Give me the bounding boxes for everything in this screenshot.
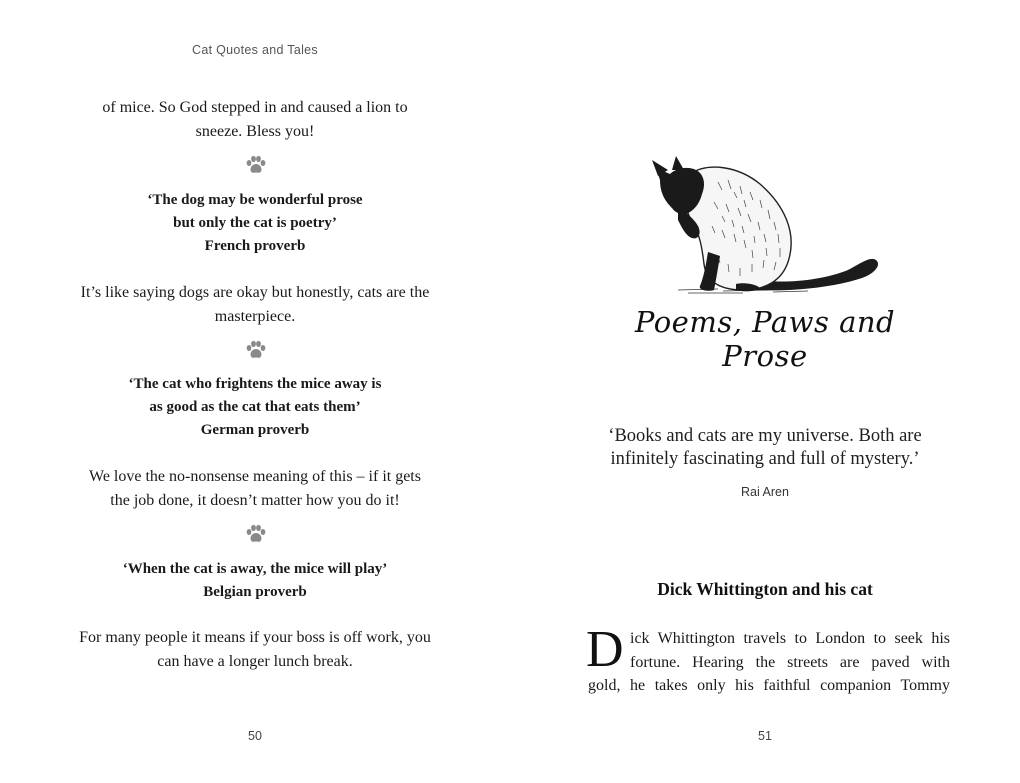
paragraph-line: masterpiece.: [214, 307, 296, 325]
paragraph-line: We love the no-nonsense meaning of this – if it gets: [89, 468, 421, 485]
running-head: Cat Quotes and Tales: [192, 43, 318, 57]
epigraph-line: ‘Books and cats are my universe. Both are: [608, 426, 922, 446]
section-title: Poems, Paws and Prose: [634, 305, 896, 373]
page-number-left: 50: [248, 729, 262, 743]
page-number-right: 51: [758, 729, 772, 743]
paw-print-icon: [245, 155, 267, 175]
epigraph-attribution: Rai Aren: [741, 485, 789, 499]
paragraph-line: can have a longer lunch break.: [157, 652, 353, 670]
paragraph-1: [40, 96, 470, 143]
quote-line: ‘When the cat is away, the mice will play’: [122, 561, 388, 577]
paw-print-icon: [245, 340, 267, 360]
quote-3: [40, 558, 470, 604]
story-line: ick Whittington travels to London to seek his: [630, 630, 950, 647]
grooming-cat-illustration: [648, 152, 888, 297]
quote-2: [40, 373, 470, 442]
paragraph-line: It’s like saying dogs are okay but honestly, cats are the: [80, 284, 430, 301]
epigraph: [570, 425, 960, 471]
story-body: [586, 621, 950, 698]
quote-line: as good as the cat that eats them’: [149, 399, 361, 415]
quote-source: German proverb: [200, 422, 310, 438]
story-line: fortune. Hearing the streets are paved with: [630, 653, 950, 671]
paragraph-line: the job done, it doesn’t matter how you do it!: [110, 491, 400, 509]
paragraph-2: [40, 281, 470, 328]
paragraph-line: of mice. So God stepped in and caused a lion to: [102, 99, 408, 116]
quote-1: [40, 189, 470, 258]
paragraph-4: [40, 626, 470, 673]
paragraph-line: For many people it means if your boss is off work, you: [79, 629, 431, 646]
quote-line: but only the cat is poetry’: [173, 215, 337, 231]
epigraph-line: infinitely fascinating and full of mystery.’: [610, 449, 920, 469]
paragraph-line: sneeze. Bless you!: [195, 122, 315, 140]
quote-source: Belgian proverb: [203, 584, 307, 600]
story-line: gold, he takes only his faithful companion Tommy: [588, 677, 950, 694]
right-page: [510, 0, 1020, 783]
paragraph-3: [40, 465, 470, 512]
story-title: Dick Whittington and his cat: [657, 579, 873, 599]
paw-print-icon: [245, 524, 267, 544]
quote-line: ‘The dog may be wonderful prose: [147, 192, 363, 208]
drop-cap: D: [586, 621, 624, 678]
quote-line: ‘The cat who frightens the mice away is: [128, 376, 382, 392]
quote-source: French proverb: [204, 238, 306, 254]
